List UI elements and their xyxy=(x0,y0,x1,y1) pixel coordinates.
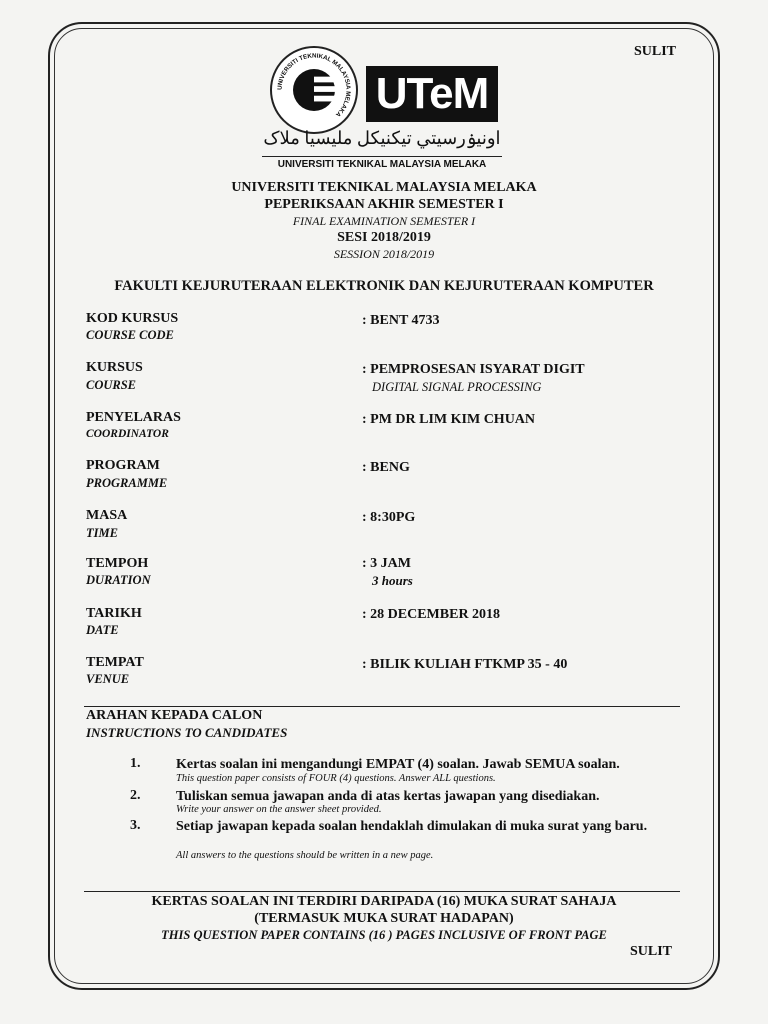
university-name: UNIVERSITI TEKNIKAL MALAYSIA MELAKA xyxy=(231,180,537,195)
field-label-time-en: TIME xyxy=(86,526,118,540)
field-value-venue: : BILIK KULIAH FTKMP 35 - 40 xyxy=(362,657,568,672)
sulit-bottom-label: SULIT xyxy=(630,944,673,959)
field-label-duration-en: DURATION xyxy=(86,573,151,587)
logo-ring-text: UNIVERSITI TEKNIKAL MALAYSIA MELAKA xyxy=(276,52,352,118)
field-label-programme: PROGRAM xyxy=(86,458,160,473)
field-value-course-code: : BENT 4733 xyxy=(362,313,440,328)
field-label-duration: TEMPOH xyxy=(86,556,149,571)
field-value-time: : 8:30PG xyxy=(362,510,416,525)
logo-utem-wordmark: UTeM xyxy=(366,66,498,122)
session-my: SESI 2018/2019 xyxy=(337,230,431,245)
instruction-text-en: Write your answer on the answer sheet provided. xyxy=(176,804,382,815)
logo-seal xyxy=(270,46,358,134)
sulit-top-label: SULIT xyxy=(634,44,677,59)
logo-caption: UNIVERSITI TEKNIKAL MALAYSIA MELAKA xyxy=(262,156,502,170)
field-value-programme: : BENG xyxy=(362,460,410,475)
instruction-text-my: Setiap jawapan kepada soalan hendaklah dimulakan di muka surat yang baru. xyxy=(176,819,648,834)
field-label-venue: TEMPAT xyxy=(86,655,144,670)
instructions-heading-my: ARAHAN KEPADA CALON xyxy=(86,708,263,723)
field-value-date: : 28 DECEMBER 2018 xyxy=(362,607,501,622)
exam-title-en: FINAL EXAMINATION SEMESTER I xyxy=(292,214,476,228)
footer-pages-en: THIS QUESTION PAPER CONTAINS (16 ) PAGES INCLUSIVE OF FRONT PAGE xyxy=(161,928,607,942)
logo-jawi-text: اونيۏرسيتي تيکنيکل مليسيا ملاک xyxy=(263,128,501,148)
instruction-text-en: All answers to the questions should be written in a new page. xyxy=(176,850,434,861)
field-label-course-code: KOD KURSUS xyxy=(86,311,179,326)
field-label-course: KURSUS xyxy=(86,360,143,375)
instruction-text-my: Kertas soalan ini mengandungi EMPAT (4) soalan. Jawab SEMUA soalan. xyxy=(176,757,620,772)
footer-pages-my: KERTAS SOALAN INI TERDIRI DARIPADA (16) MUKA SURAT SAHAJA xyxy=(151,894,617,909)
field-value-course: : PEMPROSESAN ISYARAT DIGIT xyxy=(362,362,585,377)
field-label-date-en: DATE xyxy=(86,623,119,637)
logo-seal-graphic xyxy=(272,48,356,132)
field-value-coordinator: : PM DR LIM KIM CHUAN xyxy=(362,412,536,427)
instruction-text-en: This question paper consists of FOUR (4) questions. Answer ALL questions. xyxy=(176,773,496,784)
footer-front-page-my: (TERMASUK MUKA SURAT HADAPAN) xyxy=(254,911,514,926)
field-value-course-en: DIGITAL SIGNAL PROCESSING xyxy=(372,380,542,394)
field-label-programme-en: PROGRAMME xyxy=(86,476,168,490)
field-label-course-code-en: COURSE CODE xyxy=(86,328,174,342)
field-label-venue-en: VENUE xyxy=(86,672,130,686)
instruction-text-my: Tuliskan semua jawapan anda di atas kertas jawapan yang disediakan. xyxy=(176,789,600,804)
field-value-duration: : 3 JAM xyxy=(362,556,411,571)
field-label-coordinator-en: COORDINATOR xyxy=(86,428,169,440)
utem-logo xyxy=(262,42,512,172)
field-label-date: TARIKH xyxy=(86,606,142,621)
instruction-number: 3. xyxy=(130,818,141,833)
instruction-number: 2. xyxy=(130,788,141,803)
exam-title-my: PEPERIKSAAN AKHIR SEMESTER I xyxy=(264,197,504,212)
field-value-duration-en: 3 hours xyxy=(372,573,413,588)
instructions-heading-en: INSTRUCTIONS TO CANDIDATES xyxy=(86,725,288,740)
field-label-course-en: COURSE xyxy=(86,378,137,392)
field-label-coordinator: PENYELARAS xyxy=(86,410,181,425)
faculty-name: FAKULTI KEJURUTERAAN ELEKTRONIK DAN KEJURUTERAAN KOMPUTER xyxy=(114,278,654,294)
divider-instructions xyxy=(84,706,680,707)
field-label-time: MASA xyxy=(86,508,128,523)
instruction-number: 1. xyxy=(130,756,141,771)
session-en: SESSION 2018/2019 xyxy=(333,247,435,261)
divider-footer xyxy=(84,891,680,892)
